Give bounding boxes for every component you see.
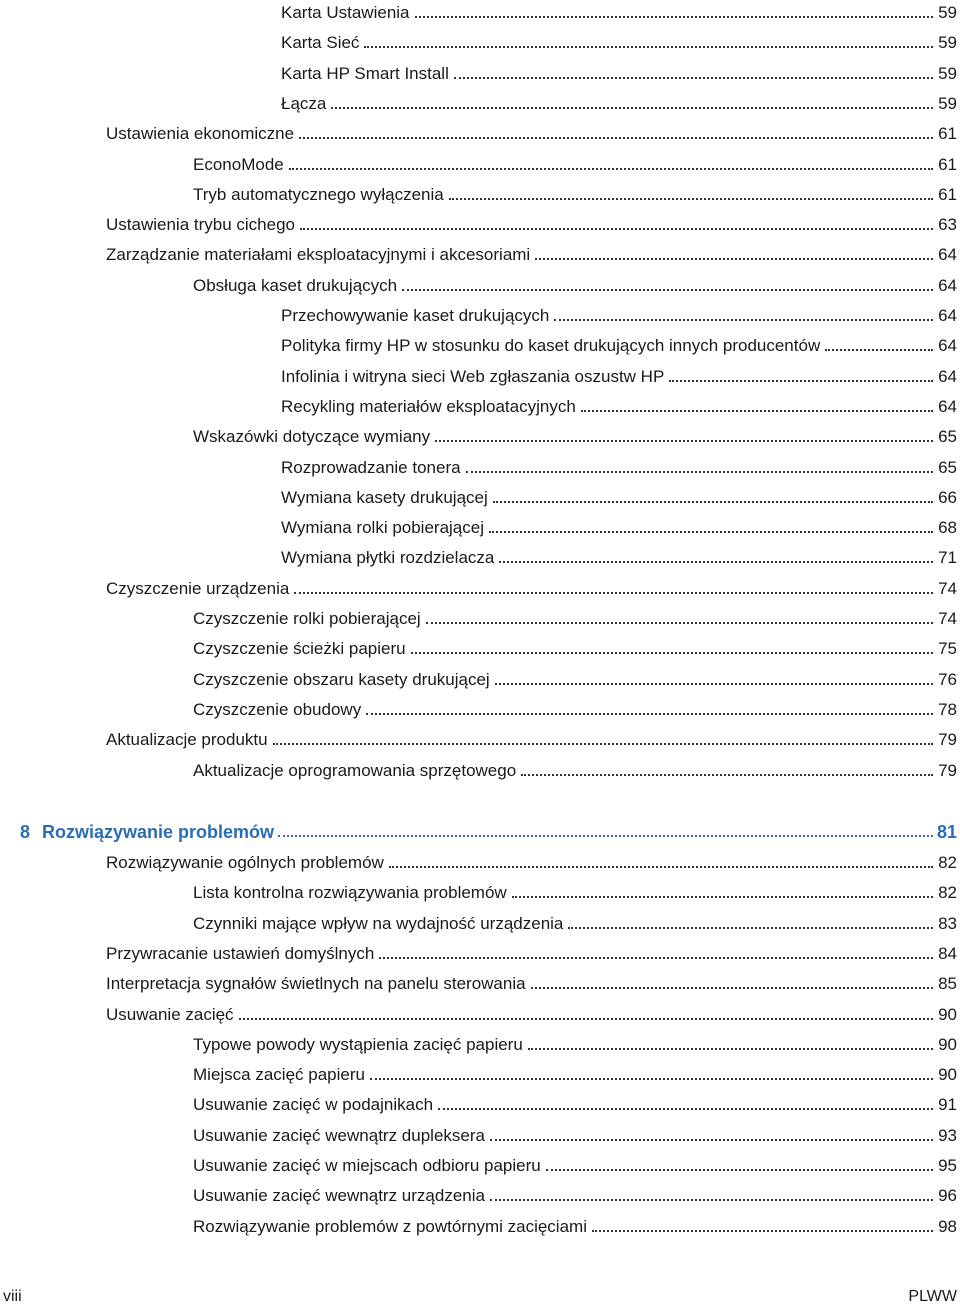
dot-leader xyxy=(592,1229,933,1232)
toc-entry-title: Czynniki mające wpływ na wydajność urządzenia xyxy=(193,913,564,933)
toc-entry-page-number: 64 xyxy=(938,366,957,386)
dot-leader xyxy=(581,409,933,412)
dot-leader xyxy=(669,379,933,382)
dot-leader xyxy=(546,1168,933,1171)
toc-entry-page-number: 59 xyxy=(938,3,957,22)
toc-entry-page-number: 74 xyxy=(938,609,957,628)
toc-entry[interactable] xyxy=(193,873,957,903)
dot-leader xyxy=(379,956,933,959)
dot-leader xyxy=(490,1198,933,1201)
toc-entry-page-number: 78 xyxy=(938,699,957,719)
toc-entry[interactable] xyxy=(106,205,957,235)
dot-leader xyxy=(825,348,933,351)
toc-entry[interactable] xyxy=(193,599,957,629)
dot-leader xyxy=(300,227,933,230)
toc-entry[interactable] xyxy=(193,417,957,447)
toc-entry[interactable] xyxy=(193,1116,957,1146)
toc-entry-page-number: 93 xyxy=(938,1125,957,1145)
toc-entry-page-number: 90 xyxy=(938,1004,957,1024)
toc-entry[interactable] xyxy=(281,478,957,508)
dot-leader xyxy=(489,530,933,533)
toc-entry-page-number: 64 xyxy=(938,336,957,356)
toc-entry[interactable] xyxy=(193,1085,957,1115)
toc-entry-page-number: 74 xyxy=(938,578,957,598)
toc-entry-title: Usuwanie zacięć w podajnikach xyxy=(193,1095,434,1115)
toc-entry-page-number: 82 xyxy=(938,883,957,903)
toc-entry-page-number: 61 xyxy=(938,154,957,174)
toc-entry-page-number: 79 xyxy=(938,760,957,780)
toc-entry-page-number: 65 xyxy=(938,457,957,477)
dot-leader xyxy=(466,470,934,473)
toc-entry-title: Czyszczenie rolki pobierającej xyxy=(193,609,421,628)
toc-entry-page-number: 96 xyxy=(938,1186,957,1206)
toc-entry[interactable] xyxy=(281,326,957,356)
toc-entry-title: Przywracanie ustawień domyślnych xyxy=(106,943,375,963)
toc-entry[interactable] xyxy=(281,23,957,53)
toc-entry-title: Miejsca zacięć papieru xyxy=(193,1065,365,1085)
dot-leader xyxy=(531,986,934,989)
dot-leader xyxy=(554,318,933,321)
toc-entry-page-number: 71 xyxy=(938,548,957,568)
dot-leader xyxy=(411,651,933,654)
toc-entry-page-number: 61 xyxy=(938,184,957,204)
toc-entry-title: Wymiana rolki pobierającej xyxy=(281,518,484,538)
toc-entry[interactable] xyxy=(106,235,957,265)
toc-entry[interactable] xyxy=(193,751,957,781)
toc-entry-page-number: 64 xyxy=(938,245,957,265)
toc-entry-title: Wskazówki dotyczące wymiany xyxy=(193,427,431,447)
dot-leader xyxy=(278,834,933,837)
toc-entry-title: Wymiana kasety drukującej xyxy=(281,487,488,507)
toc-entry-title: Rozprowadzanie tonera xyxy=(281,457,461,477)
toc-entry[interactable] xyxy=(106,114,957,144)
toc-entry[interactable] xyxy=(281,0,957,23)
toc-entry[interactable] xyxy=(281,387,957,417)
dot-leader xyxy=(438,1107,933,1110)
toc-entry-title: Czyszczenie obudowy xyxy=(193,699,362,719)
toc-entry-page-number: 95 xyxy=(938,1156,957,1175)
toc-entry[interactable] xyxy=(193,629,957,659)
dot-leader xyxy=(499,560,933,563)
toc-entry-page-number: 91 xyxy=(938,1095,957,1115)
toc-entry[interactable] xyxy=(193,145,957,175)
toc-entry-title: Tryb automatycznego wyłączenia xyxy=(193,184,444,204)
toc-entry[interactable] xyxy=(106,843,957,873)
toc-entry-page-number: 98 xyxy=(938,1216,957,1236)
dot-leader xyxy=(273,742,933,745)
toc-entry[interactable] xyxy=(281,296,957,326)
toc-entry-title: Karta Ustawienia xyxy=(281,3,410,22)
dot-leader xyxy=(449,197,933,200)
toc-entry-title: Wymiana płytki rozdzielacza xyxy=(281,548,495,568)
toc-entry-title: Czyszczenie urządzenia xyxy=(106,578,290,598)
toc-entry-title: Ustawienia ekonomiczne xyxy=(106,124,295,144)
toc-entry-title: Czyszczenie ścieżki papieru xyxy=(193,639,406,659)
toc-entry-title: Karta HP Smart Install xyxy=(281,63,449,83)
toc-entry-title: Lista kontrolna rozwiązywania problemów xyxy=(193,883,507,903)
toc-entry[interactable] xyxy=(193,1207,957,1237)
dot-leader xyxy=(289,167,933,170)
toc-entry[interactable] xyxy=(193,266,957,296)
toc-entry-title: Łącza xyxy=(281,93,327,113)
toc-entry-title: Rozwiązywanie ogólnych problemów xyxy=(106,853,384,872)
dot-leader xyxy=(366,712,933,715)
toc-entry-title: Infolinia i witryna sieci Web zgłaszania oszustw HP xyxy=(281,366,665,386)
chapter-number: 8 xyxy=(20,822,31,842)
toc-entry-page-number: 90 xyxy=(938,1034,957,1054)
chapter-heading[interactable] xyxy=(20,812,957,842)
toc-entry[interactable] xyxy=(106,569,957,599)
dot-leader xyxy=(521,773,933,776)
toc-entry-page-number: 84 xyxy=(938,943,957,963)
toc-entry-page-number: 66 xyxy=(938,487,957,507)
dot-leader xyxy=(490,1138,933,1141)
dot-leader xyxy=(435,439,933,442)
toc-entry-title: Usuwanie zacięć w miejscach odbioru papieru xyxy=(193,1156,541,1175)
toc-entry-title: Usuwanie zacięć wewnątrz urządzenia xyxy=(193,1186,485,1206)
dot-leader xyxy=(568,926,933,929)
toc-entry[interactable] xyxy=(193,175,957,205)
dot-leader xyxy=(528,1047,933,1050)
toc-entry-title: Aktualizacje produktu xyxy=(106,730,268,750)
toc-entry-page-number: 64 xyxy=(938,396,957,416)
toc-entry[interactable] xyxy=(281,54,957,84)
toc-entry[interactable] xyxy=(106,995,957,1025)
toc-entry-title: Obsługa kaset drukujących xyxy=(193,275,398,295)
dot-leader xyxy=(415,15,934,18)
toc-entry-page-number: 65 xyxy=(938,427,957,447)
dot-leader xyxy=(535,257,933,260)
toc-entry-page-number: 90 xyxy=(938,1065,957,1085)
chapter-title: Rozwiązywanie problemów xyxy=(42,822,275,842)
toc-entry-page-number: 59 xyxy=(938,93,957,113)
toc-entry-page-number: 59 xyxy=(938,63,957,83)
dot-leader xyxy=(495,682,933,685)
dot-leader xyxy=(512,895,933,898)
toc-entry-title: EconoMode xyxy=(193,154,284,174)
toc-entry[interactable] xyxy=(193,660,957,690)
toc-entry-title: Typowe powody wystąpienia zacięć papieru xyxy=(193,1034,523,1054)
toc-entry-title: Interpretacja sygnałów świetlnych na panelu sterowania xyxy=(106,974,526,994)
toc-entry-title: Czyszczenie obszaru kasety drukującej xyxy=(193,669,490,689)
dot-leader xyxy=(299,136,933,139)
toc-entry-page-number: 85 xyxy=(938,974,957,994)
toc-entry-title: Ustawienia trybu cichego xyxy=(106,215,295,235)
footer-code: PLWW xyxy=(908,1288,957,1305)
toc-entry-title: Usuwanie zacięć wewnątrz dupleksera xyxy=(193,1125,485,1145)
toc-entry-page-number: 63 xyxy=(938,215,957,235)
toc-entry[interactable] xyxy=(193,1176,957,1206)
toc-entry[interactable] xyxy=(281,357,957,387)
toc-entry[interactable] xyxy=(193,1146,957,1176)
toc-entry-title: Polityka firmy HP w stosunku do kaset drukujących innych producentów xyxy=(281,336,821,356)
toc-entry-title: Aktualizacje oprogramowania sprzętowego xyxy=(193,760,517,780)
toc-entry-title: Przechowywanie kaset drukujących xyxy=(281,306,550,325)
dot-leader xyxy=(294,591,933,594)
toc-entry[interactable] xyxy=(281,508,957,538)
toc-entry[interactable] xyxy=(281,538,957,568)
dot-leader xyxy=(426,621,933,624)
toc-entry[interactable] xyxy=(193,690,957,720)
toc-entry-title: Usuwanie zacięć xyxy=(106,1004,234,1024)
toc-entry-page-number: 82 xyxy=(938,853,957,872)
toc-entry[interactable] xyxy=(193,1025,957,1055)
toc-entry-title: Zarządzanie materiałami eksploatacyjnymi i akcesoriami xyxy=(106,245,531,265)
chapter-page-number: 81 xyxy=(936,822,957,842)
toc-entry[interactable] xyxy=(106,934,957,964)
toc-entry[interactable] xyxy=(193,1055,957,1085)
toc-entry-page-number: 68 xyxy=(938,518,957,538)
dot-leader xyxy=(239,1017,934,1020)
dot-leader xyxy=(364,45,933,48)
toc-entry[interactable] xyxy=(281,448,957,478)
toc-entry-page-number: 64 xyxy=(938,306,957,325)
toc-entry-page-number: 75 xyxy=(938,639,957,659)
dot-leader xyxy=(402,288,933,291)
dot-leader xyxy=(370,1077,933,1080)
toc-entry-page-number: 59 xyxy=(938,33,957,53)
toc-entry-title: Karta Sieć xyxy=(281,33,360,53)
toc-entry-title: Recykling materiałów eksploatacyjnych xyxy=(281,396,576,416)
toc-entry-page-number: 76 xyxy=(938,669,957,689)
toc-entry-page-number: 61 xyxy=(938,124,957,144)
toc-entry[interactable] xyxy=(281,84,957,114)
toc-entry-page-number: 83 xyxy=(938,913,957,933)
toc-entry[interactable] xyxy=(106,964,957,994)
toc-entry[interactable] xyxy=(193,904,957,934)
dot-leader xyxy=(331,106,933,109)
dot-leader xyxy=(389,865,933,868)
toc-entry-page-number: 64 xyxy=(938,275,957,295)
dot-leader xyxy=(454,76,933,79)
toc-entry[interactable] xyxy=(106,720,957,750)
toc-entry-title: Rozwiązywanie problemów z powtórnymi zacięciami xyxy=(193,1216,587,1236)
footer-page-number: viii xyxy=(3,1288,22,1305)
toc-entry-page-number: 79 xyxy=(938,730,957,750)
dot-leader xyxy=(493,500,933,503)
